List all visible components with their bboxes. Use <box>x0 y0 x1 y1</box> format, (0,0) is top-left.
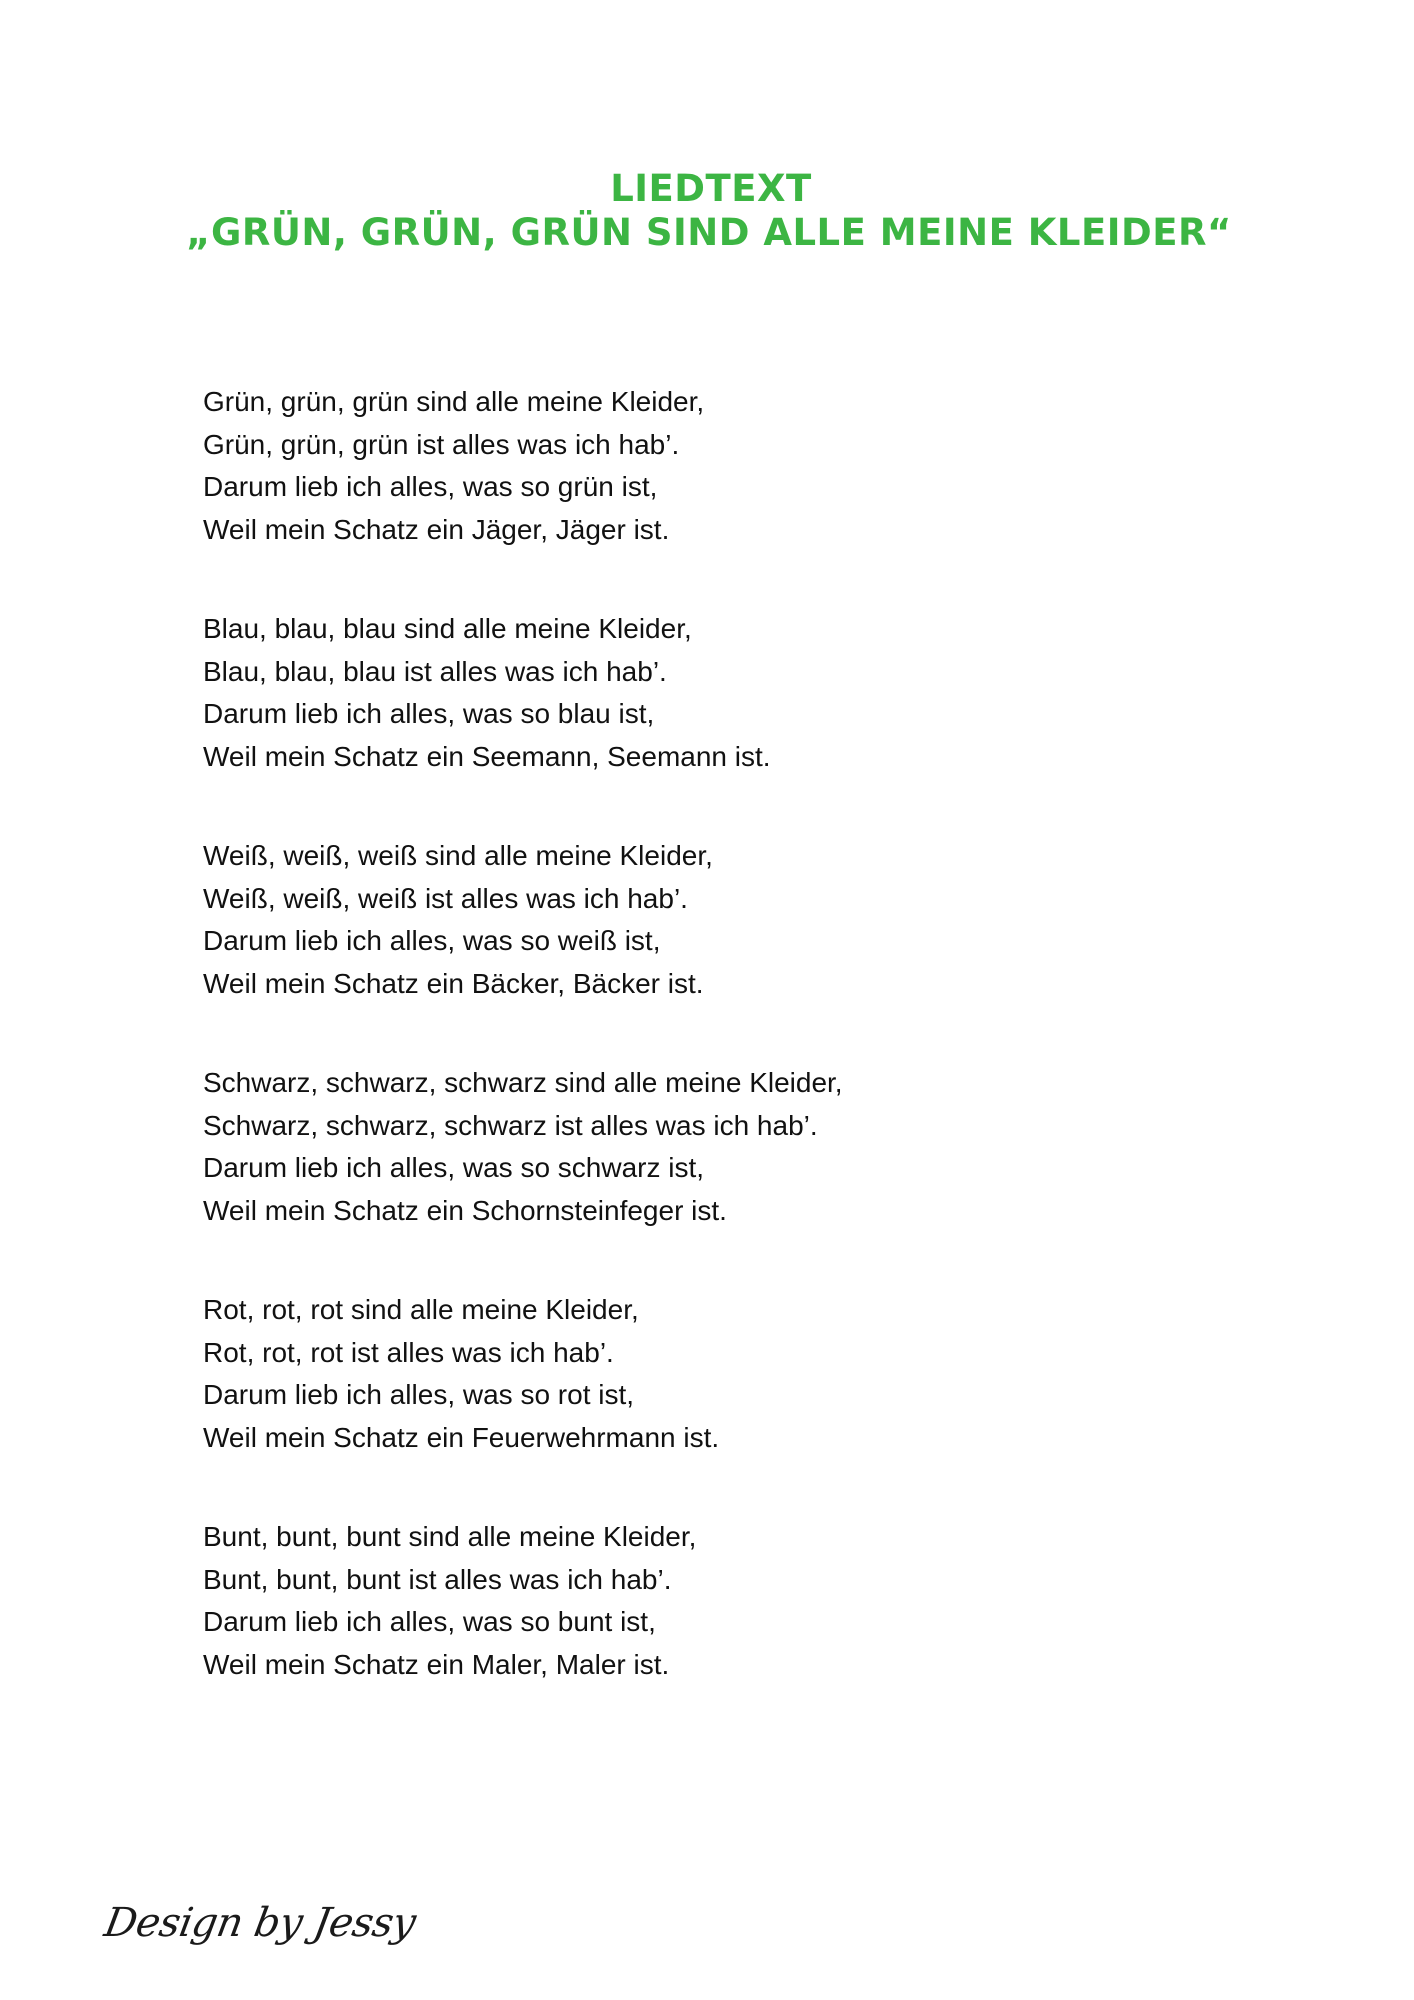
song-title: „GRÜN, GRÜN, GRÜN SIND ALLE MEINE KLEIDER“ <box>186 211 1232 254</box>
verse-line: Weil mein Schatz ein Bäcker, Bäcker ist. <box>203 967 704 999</box>
verse-line: Darum lieb ich alles, was so bunt ist, <box>203 1606 656 1637</box>
verse-5 <box>203 1289 1103 1459</box>
designer-signature: Design by Jessy <box>100 1900 419 1946</box>
verse-line: Weiß, weiß, weiß sind alle meine Kleider, <box>203 840 713 871</box>
verse-line: Grün, grün, grün ist alles was ich hab’. <box>203 428 680 460</box>
verse-line: Schwarz, schwarz, schwarz sind alle meine Kleider, <box>203 1067 843 1098</box>
verse-line: Darum lieb ich alles, was so blau ist, <box>203 698 655 729</box>
lyrics-body <box>203 381 1103 1743</box>
verse-line: Weil mein Schatz ein Seemann, Seemann ist. <box>203 740 771 772</box>
verse-line: Weil mein Schatz ein Jäger, Jäger ist. <box>203 513 670 545</box>
verse-line: Grün, grün, grün sind alle meine Kleider, <box>203 386 705 417</box>
verse-line: Weiß, weiß, weiß ist alles was ich hab’. <box>203 882 688 914</box>
verse-line: Bunt, bunt, bunt sind alle meine Kleider, <box>203 1521 697 1552</box>
verse-line: Bunt, bunt, bunt ist alles was ich hab’. <box>203 1563 672 1595</box>
page-title <box>0 168 1414 254</box>
verse-3 <box>203 835 1103 1005</box>
verse-line: Darum lieb ich alles, was so rot ist, <box>203 1379 635 1410</box>
verse-line: Rot, rot, rot sind alle meine Kleider, <box>203 1294 639 1325</box>
verse-line: Blau, blau, blau ist alles was ich hab’. <box>203 655 667 687</box>
verse-line: Darum lieb ich alles, was so grün ist, <box>203 471 658 502</box>
verse-line: Rot, rot, rot ist alles was ich hab’. <box>203 1336 614 1368</box>
verse-line: Weil mein Schatz ein Feuerwehrmann ist. <box>203 1421 720 1453</box>
verse-1 <box>203 381 1103 551</box>
verse-line: Schwarz, schwarz, schwarz ist alles was ich hab’. <box>203 1109 818 1141</box>
verse-line: Darum lieb ich alles, was so weiß ist, <box>203 925 661 956</box>
verse-6 <box>203 1516 1103 1686</box>
title-heading: LIEDTEXT <box>610 167 812 210</box>
verse-4 <box>203 1062 1103 1232</box>
verse-line: Weil mein Schatz ein Schornsteinfeger ist. <box>203 1194 727 1226</box>
verse-line: Weil mein Schatz ein Maler, Maler ist. <box>203 1648 670 1680</box>
verse-line: Darum lieb ich alles, was so schwarz ist, <box>203 1152 705 1183</box>
verse-2 <box>203 608 1103 778</box>
verse-line: Blau, blau, blau sind alle meine Kleider, <box>203 613 692 644</box>
